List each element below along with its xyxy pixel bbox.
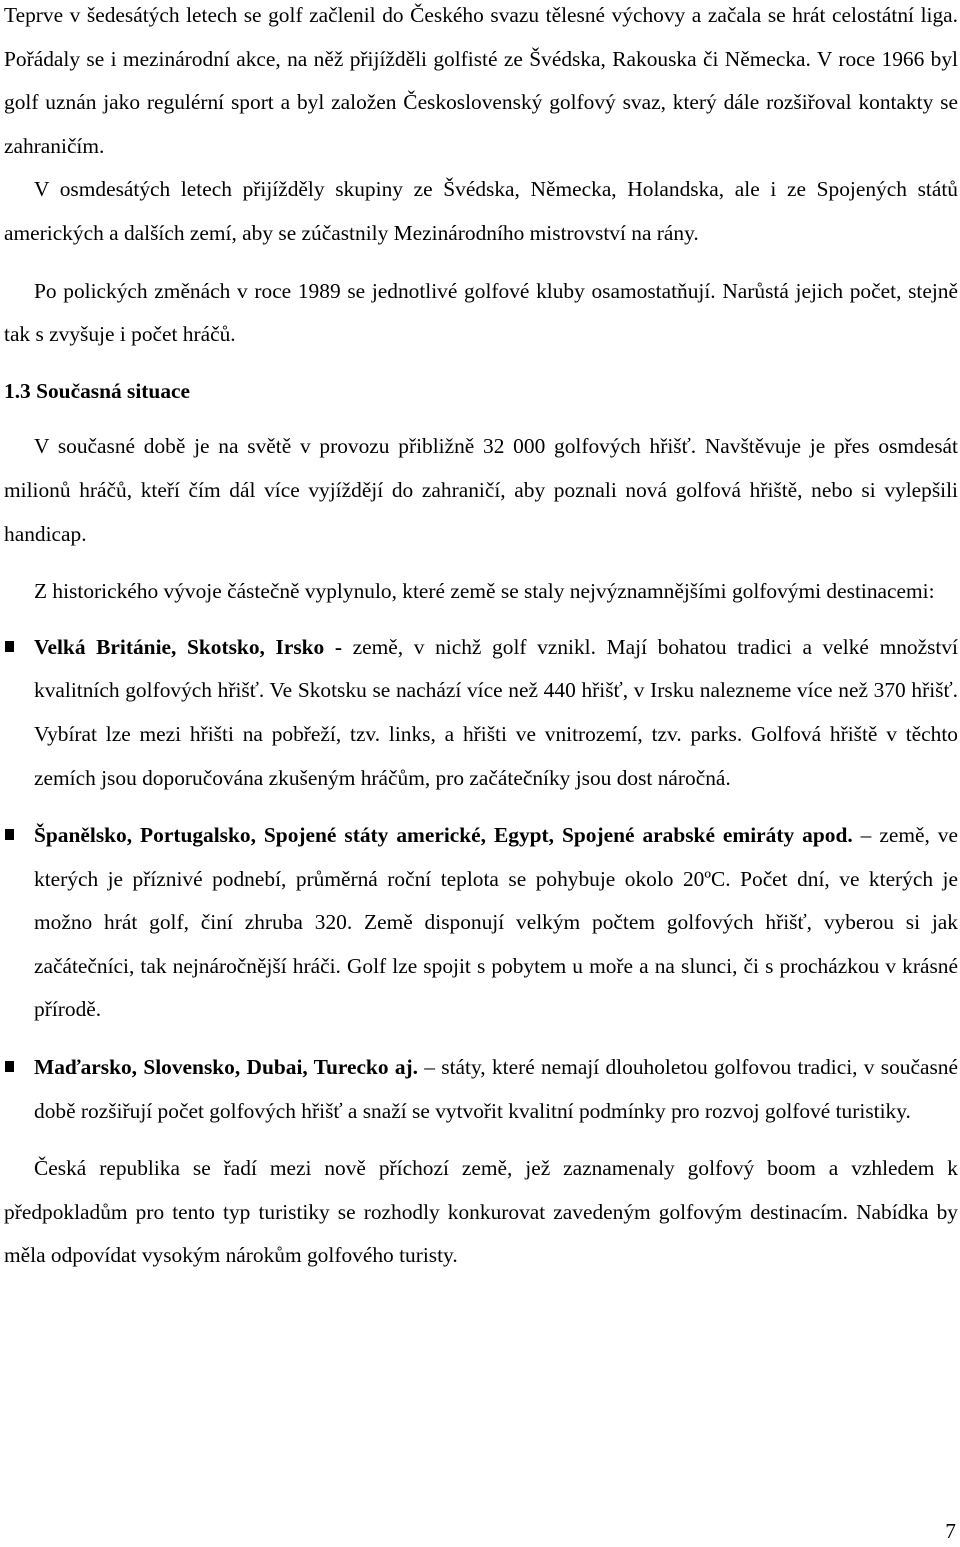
list-item-description: – země, ve kterých je příznivé podnebí, průměrná roční teplota se pohybuje okolo 20ºC. Počet dní, ve kterých je možno hrát golf, činí zhruba 320. Země disponují velkým počtem golfových hřišť, vyberou si jak začátečníci, tak nejnáročnější hráči. Golf lze spojit s pobytem u moře a na slunci, či s procházkou v krásné přírodě. — [34, 823, 958, 1022]
list-item — [4, 1046, 958, 1133]
list-item-text — [34, 626, 958, 800]
paragraph-history-1989: Po polických změnách v roce 1989 se jednotlivé golfové kluby osamostatňují. Narůstá jejich počet, stejně tak s zvyšuje i počet hráčů. — [4, 278, 958, 347]
list-item-countries: Maďarsko, Slovensko, Dubai, Turecko aj. — [34, 1055, 418, 1080]
section-heading: 1.3 Současná situace — [4, 378, 190, 403]
paragraph-destinations-intro: Z historického vývoje částečně vyplynulo, které země se staly nejvýznamnějšími golfovými destinacemi: — [34, 579, 935, 604]
paragraph-czech-republic: Česká republika se řadí mezi nově příchozí země, jež zaznamenaly golfový boom a vzhledem k předpokladům pro tento typ turistiky se rozhodly konkurovat zavedeným golfovým destinacím. Nabídka by měla odpovídat vysokým nárokům golfového turisty. — [4, 1156, 958, 1268]
square-bullet-icon — [5, 1061, 14, 1072]
list-item-description: země, v nichž golf vznikl. Mají bohatou tradici a velké množství kvalitních golfových hřišť. Ve Skotsku se nachází více než 440 hřišť, v Irsku nalezneme více než 370 hřišť. Vybírat lze mezi hřišti na pobřeží, tzv. links, a hřišti ve vnitrozemí, tzv. parks. Golfová hřiště v těchto zemích jsou doporučována zkušeným hráčům, pro začátečníky jsou dost náročná. — [34, 634, 958, 790]
list-item — [4, 814, 958, 1032]
list-item-text — [34, 814, 958, 1032]
paragraph-current-situation: V současné době je na světě v provozu přibližně 32 000 golfových hřišť. Navštěvuje je přes osmdesát milionů hráčů, kteří čím dál více vyjíždějí do zahraničí, aby poznali nová golfová hřiště, nebo si vylepšili handicap. — [4, 434, 958, 546]
square-bullet-icon — [5, 641, 14, 652]
paragraph-history-eighties: V osmdesátých letech přijížděly skupiny ze Švédska, Německa, Holandska, ale i ze Spojených států amerických a dalších zemí, aby se zúčastnily Mezinárodního mistrovství na rány. — [4, 177, 958, 245]
list-item-countries: Velká Británie, Skotsko, Irsko - — [34, 634, 343, 659]
square-bullet-icon — [5, 829, 14, 840]
page-number: 7 — [945, 1519, 956, 1543]
list-item — [4, 626, 958, 800]
list-item-countries: Španělsko, Portugalsko, Spojené státy americké, Egypt, Spojené arabské emiráty apod. — [34, 823, 853, 848]
destinations-list — [4, 626, 958, 1134]
paragraph-history-sixties: Teprve v šedesátých letech se golf začlenil do Českého svazu tělesné výchovy a začala se hrát celostátní liga. Pořádaly se i mezinárodní akce, na něž přijížděli golfisté ze Švédska, Rakouska či Německa. V roce 1966 byl golf uznán jako regulérní sport a byl založen Československý golfový svaz, který dále rozšiřoval kontakty se zahraničím. — [4, 3, 958, 158]
document-page — [4, 0, 958, 1278]
list-item-text — [34, 1046, 958, 1133]
list-item-description: – státy, které nemají dlouholetou golfovou tradici, v současné době rozšiřují počet golfových hřišť a snaží se vytvořit kvalitní podmínky pro rozvoj golfové turistiky. — [34, 1055, 958, 1123]
